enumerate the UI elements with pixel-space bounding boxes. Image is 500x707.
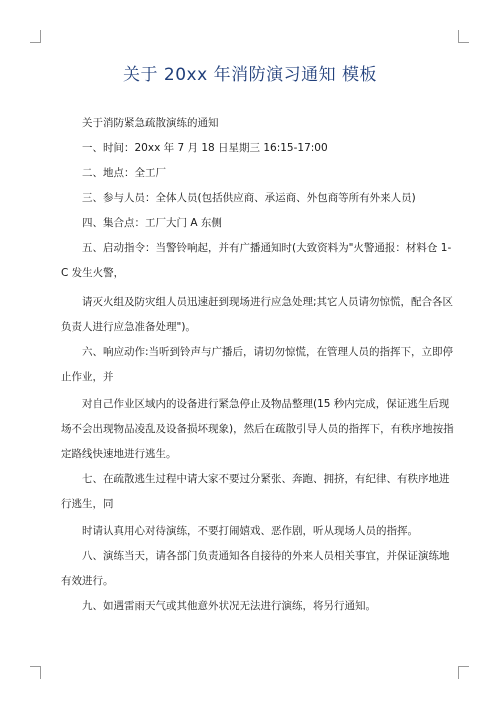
paragraph-response: 六、响应动作:当听到铃声与广播后，请切勿惊慌，在管理人员的指挥下，立即停 [82, 346, 454, 358]
paragraph-weather: 九、如遇雷雨天气或其他意外状况无法进行演练，将另行通知。 [82, 600, 376, 612]
crop-mark-top-left [30, 30, 41, 43]
paragraph-fire-team-cont: 负责人进行应急准备处理")。 [61, 321, 196, 333]
paragraph-assembly-point: 四、集合点：工厂大门 A 东侧 [82, 217, 222, 229]
paragraph-departments-cont: 有效进行。 [61, 575, 114, 587]
paragraph-equipment-cont2: 定路线快速地进行逃生。 [61, 448, 177, 460]
paragraph-fire-team: 请灭火组及防灾组人员迅速赶到现场进行应急处理;其它人员请勿惊慌，配合各区 [82, 296, 454, 308]
paragraph-start-command-cont: C 发生火警， [61, 267, 125, 279]
paragraph-participants: 三、参与人员：全体人员(包括供应商、承运商、外包商等所有外来人员) [82, 192, 416, 204]
paragraph-evacuation: 七、在疏散逃生过程中请大家不要过分紧张、奔跑、拥挤，有纪律、有秩序地进 [82, 473, 450, 485]
paragraph-attitude: 时请认真用心对待演练，不要打闹嬉戏、恶作剧，听从现场人员的指挥。 [82, 525, 418, 537]
paragraph-start-command: 五、启动指令：当警铃响起，并有广播通知时(大致资料为"火警通报：材料仓 1- [82, 242, 452, 254]
paragraph-location: 二、地点：全工厂 [82, 167, 166, 179]
crop-mark-bottom-right [458, 666, 469, 679]
paragraph-equipment: 对自己作业区域内的设备进行紧急停止及物品整理(15 秒内完成，保证逃生后现 [82, 398, 450, 410]
crop-mark-bottom-left [30, 666, 41, 679]
crop-mark-top-right [458, 30, 469, 43]
paragraph-response-cont: 止作业，并 [61, 371, 114, 383]
paragraph-departments: 八、演练当天，请各部门负责通知各自接待的外来人员相关事宜，并保证演练地 [82, 550, 450, 562]
paragraph-evacuation-cont: 行逃生，同 [61, 498, 114, 510]
paragraph-equipment-cont1: 场不会出现物品凌乱及设备损坏现象)，然后在疏散引导人员的指挥下，有秩序地按指 [61, 423, 454, 435]
document-title: 关于 20xx 年消防演习通知 模板 [123, 65, 377, 85]
paragraph-time: 一、时间：20xx 年 7 月 18 日星期三 16:15-17:00 [82, 142, 328, 154]
paragraph-heading: 关于消防紧急疏散演练的通知 [82, 117, 219, 129]
